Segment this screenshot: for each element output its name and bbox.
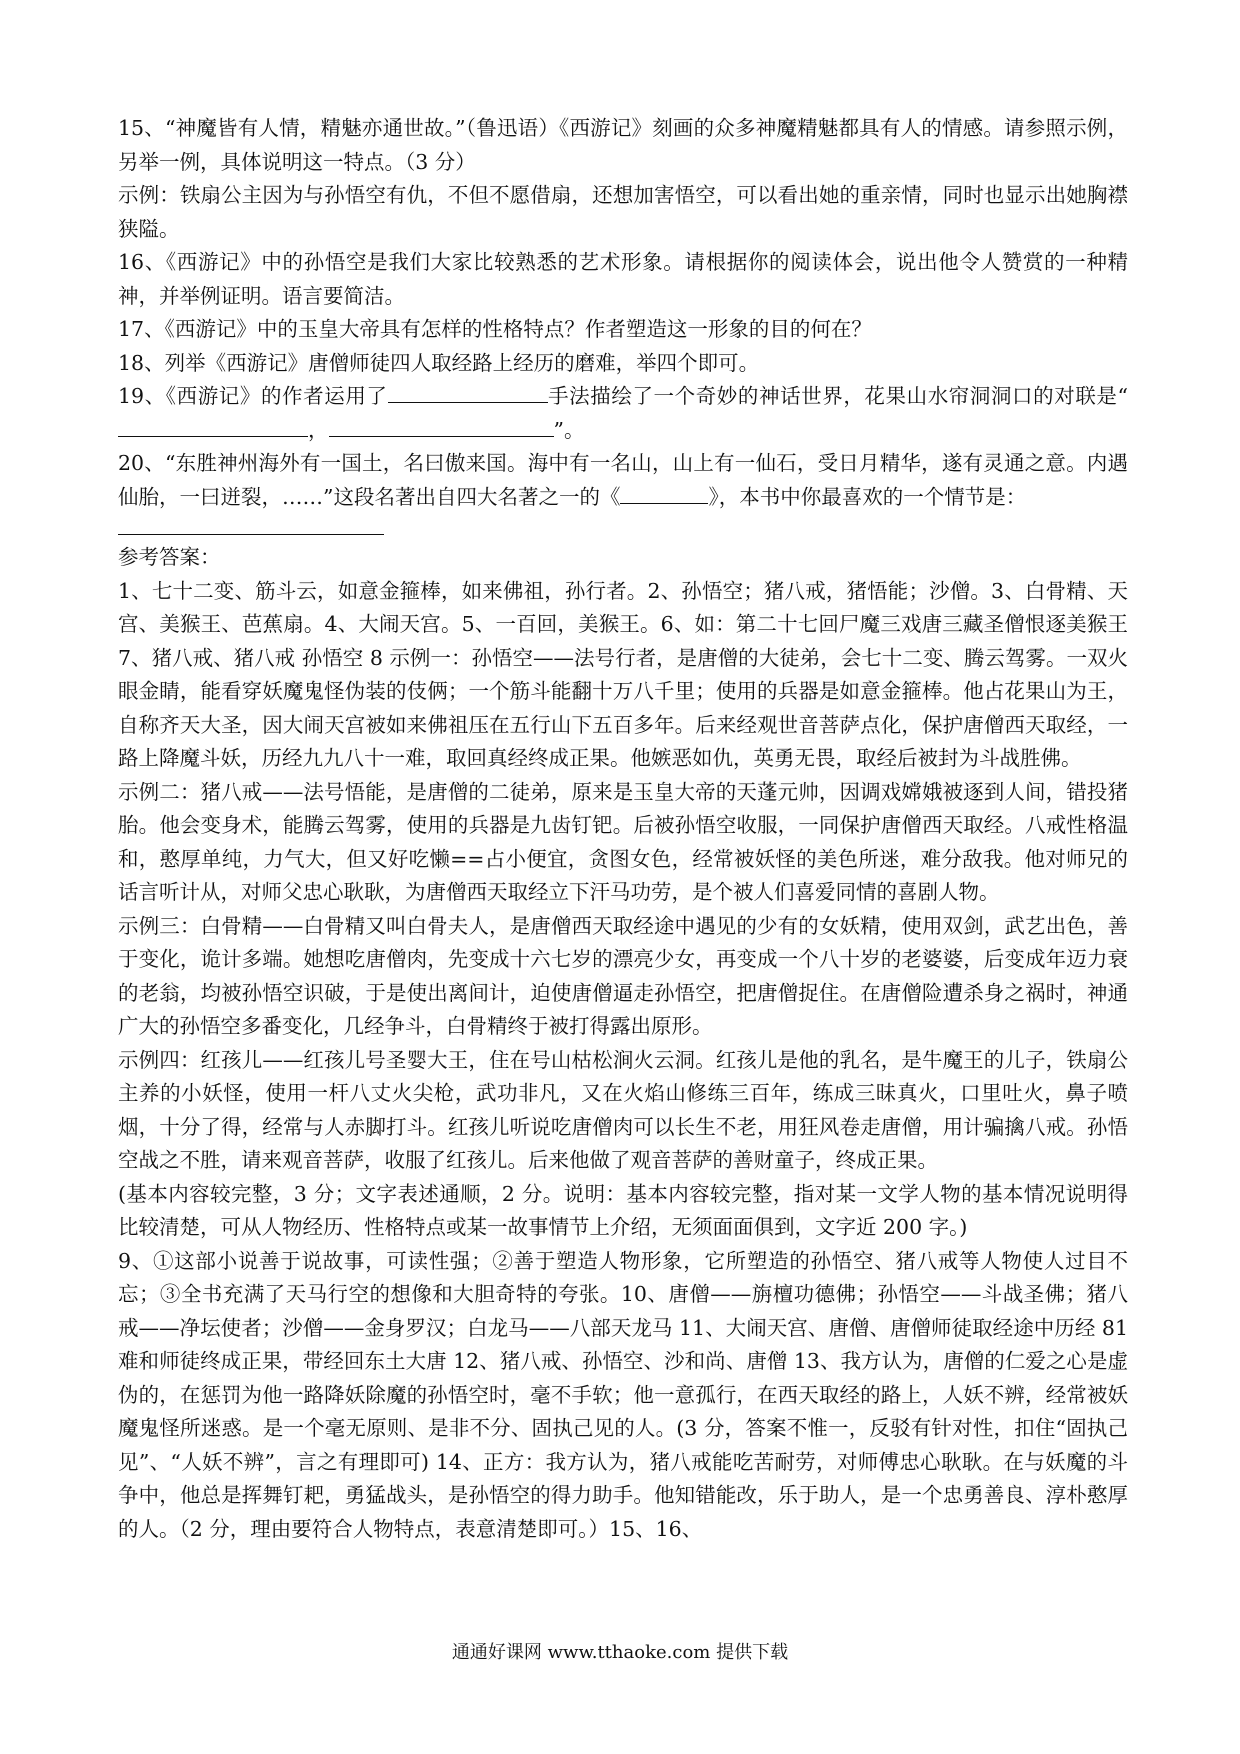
question-16: 16、《西游记》中的孙悟空是我们大家比较熟悉的艺术形象。请根据你的阅读体会，说出他令人赞赏的一种精神，并举例证明。语言要简洁。 <box>118 250 1128 308</box>
question-20-part-a: 20、“东胜神州海外有一国土，名曰傲来国。海中有一名山，山上有一仙石，受日月精华，遂有灵通之意。内遇仙胎，一曰迸裂，……”这段名著出自四大名著之一的《 <box>118 451 1128 509</box>
answers-heading: 参考答案： <box>118 545 221 569</box>
blank-favorite-plot <box>118 514 384 535</box>
question-15-example: 示例：铁扇公主因为与孙悟空有仇，不但不愿借扇，还想加害悟空，可以看出她的重亲情，同时也显示出她胸襟狭隘。 <box>118 183 1128 241</box>
scoring-note: (基本内容较完整，3 分；文字表述通顺，2 分。说明：基本内容较完整，指对某一文学人物的基本情况说明得比较清楚，可从人物经历、性格特点或某一故事情节上介绍，无须面面俱到，文字近 200 字。) <box>118 1181 1128 1239</box>
question-18: 18、列举《西游记》唐僧师徒四人取经路上经历的磨难，举四个即可。 <box>118 350 760 375</box>
answer-example-4: 示例四：红孩儿——红孩儿号圣婴大王，住在号山枯松涧火云洞。红孩儿是他的乳名，是牛魔王的儿子，铁扇公主养的小妖怪，使用一杆八丈火尖枪，武功非凡，又在火焰山修练三百年，练成三昧真火，口里吐火，鼻子喷烟，十分了得，经常与人赤脚打斗。红孩儿听说吃唐僧肉可以长生不老，用狂风卷走唐僧，用计骗擒八戒。孙悟空战之不胜，请来观音菩萨，收服了红孩儿。后来他做了观音菩萨的善财童子，终成正果。 <box>118 1047 1128 1172</box>
page-footer: 通通好课网 www.tthaoke.com 提供下载 <box>451 1642 789 1663</box>
blank-book-title <box>620 481 708 504</box>
blank-couplet-second <box>329 414 554 437</box>
question-17: 17、《西游记》中的玉皇大帝具有怎样的性格特点？作者塑造这一形象的目的何在？ <box>118 317 872 341</box>
question-19 <box>118 380 1128 447</box>
question-20 <box>118 447 1128 514</box>
answer-9-to-16: 9、①这部小说善于说故事，可读性强；②善于塑造人物形象，它所塑造的孙悟空、猪八戒等人物使人过目不忘；③全书充满了天马行空的想像和大胆奇特的夸张。10、唐僧——旃檀功德佛；孙悟空——斗战圣佛；猪八戒——净坛使者；沙僧——金身罗汉；白龙马——八部天龙马 11、大闹天宫、唐僧、唐僧师徒取经途中历经 81 难和师徒终成正果，带经回东土大唐 12、猪八戒、孙悟空、沙和尚、唐僧 13、我方认为，唐僧的仁爱之心是虚伪的，在惩罚为他一路降妖除魔的孙悟空时，毫不手软；他一意孤行，在西天取经的路上，人妖不辨，经常被妖魔鬼怪所迷惑。是一个毫无原则、是非不分、固执己见的人。(3 分，答案不惟一，反驳有针对性，扣住“固执己见”、“人妖不辨”，言之有理即可) 14、正方：我方认为，猪八戒能吃苦耐劳，对师傅忠心耿耿。在与妖魔的斗争中，他总是挥舞钉耙，勇猛战头，是孙悟空的得力助手。他知错能改，乐于助人，是一个忠勇善良、淳朴憨厚的人。（2 分，理由要符合人物特点，表意清楚即可。）15、16、 <box>118 1248 1128 1541</box>
answer-example-3: 示例三：白骨精——白骨精又叫白骨夫人，是唐僧西天取经途中遇见的少有的女妖精，使用双剑，武艺出色，善于变化，诡计多端。她想吃唐僧肉，先变成十六七岁的漂亮少女，再变成一个八十岁的老婆婆，后变成年迈力衰的老翁，均被孙悟空识破，于是使出离间计，迫使唐僧逼走孙悟空，把唐僧捉住。在唐僧险遭杀身之祸时，神通广大的孙悟空多番变化，几经争斗，白骨精终于被打得露出原形。 <box>118 913 1128 1038</box>
question-19-part-a: 19、《西游记》的作者运用了 <box>118 384 388 408</box>
document-body <box>118 112 1128 1546</box>
answer-example-2: 示例二：猪八戒——法号悟能，是唐僧的二徒弟，原来是玉皇大帝的天蓬元帅，因调戏嫦娥被逐到人间，错投猪胎。他会变身术，能腾云驾雾，使用的兵器是九齿钉钯。后被孙悟空收服，一同保护唐僧西天取经。八戒性格温和，憨厚单纯，力气大，但又好吃懒==占小便宜，贪图女色，经常被妖怪的美色所迷，难分敌我。他对师兄的话言听计从，对师父忠心耿耿，为唐僧西天取经立下汗马功劳，是个被人们喜爱同情的喜剧人物。 <box>118 779 1128 904</box>
question-19-part-d: ”。 <box>553 417 585 442</box>
blank-technique <box>388 380 548 403</box>
question-20-part-b: 》，本书中你最喜欢的一个情节是： <box>708 484 1027 509</box>
question-19-part-b: 手法描绘了一个奇妙的神话世界，花果山水帘洞洞口的对联是“ <box>547 384 1128 408</box>
question-15: 15、“神魔皆有人情，精魅亦通世故。”（鲁迅语）《西游记》刻画的众多神魔精魅都具有人的情感。请参照示例，另举一例，具体说明这一特点。（3 分） <box>118 116 1128 174</box>
blank-couplet-first <box>118 414 308 437</box>
answer-1-to-8: 1、七十二变、筋斗云，如意金箍棒，如来佛祖，孙行者。2、孙悟空；猪八戒，猪悟能；沙僧。3、白骨精、天宫、美猴王、芭蕉扇。4、大闹天宫。5、一百回，美猴王。6、如：第二十七回尸魔三戏唐三藏圣僧恨逐美猴王 7、猪八戒、猪八戒 孙悟空 8 示例一：孙悟空——法号行者，是唐僧的大徒弟，会七十二变、腾云驾雾。一双火眼金睛，能看穿妖魔鬼怪伪装的伎俩；一个筋斗能翻十万八千里；使用的兵器是如意金箍棒。他占花果山为王，自称齐天大圣，因大闹天宫被如来佛祖压在五行山下五百多年。后来经观世音菩萨点化，保护唐僧西天取经，一路上降魔斗妖，历经九九八十一难，取回真经终成正果。他嫉恶如仇，英勇无畏，取经后被封为斗战胜佛。 <box>118 578 1128 770</box>
question-19-part-c: ， <box>308 417 329 442</box>
